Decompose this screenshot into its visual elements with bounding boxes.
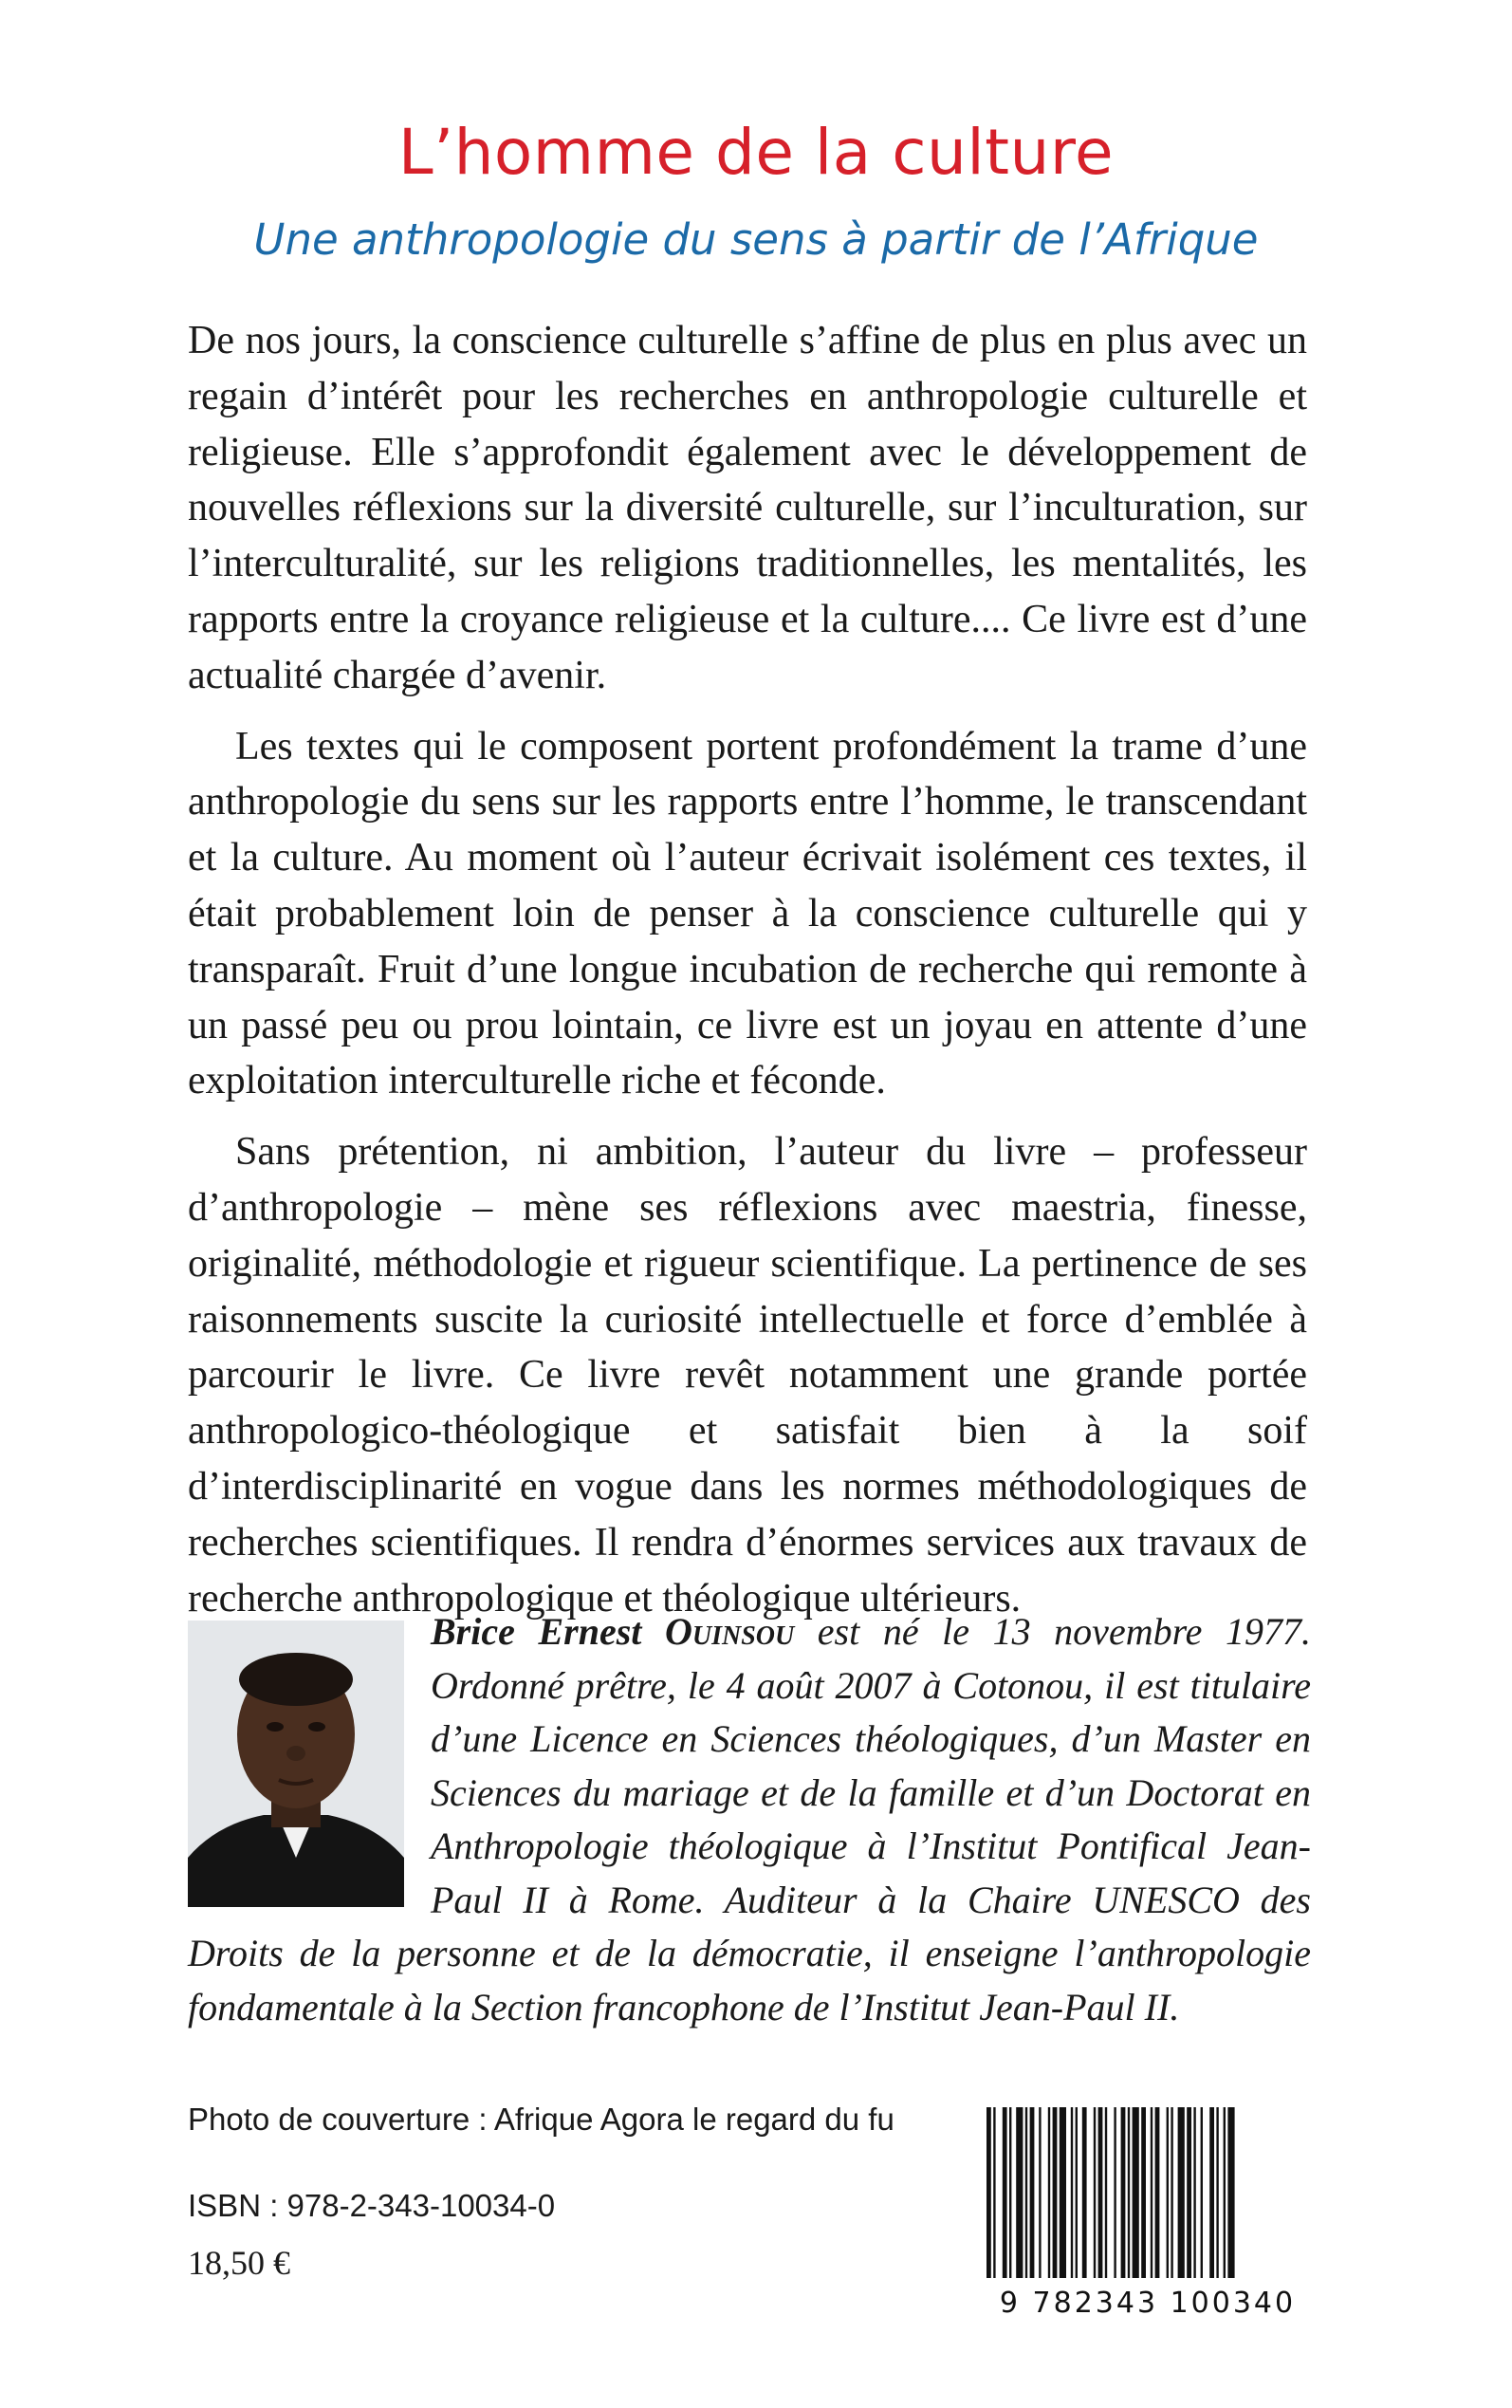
- book-subtitle: Une anthropologie du sens à partir de l’Afrique: [253, 214, 1259, 265]
- barcode-bar: [1003, 2107, 1007, 2278]
- barcode-bar: [1224, 2107, 1226, 2278]
- author-bio-text: est né le 13 novembre 1977. Ordonné prêtre, le 4 août 2007 à Cotonou, il est titulaire d’une Licence en Sciences théologiques, d’un Master en Sciences du mariage et de la famille et d’un Doctorat en Anthropologie théologique à l’Institut Pontifical Jean-Paul II à Rome. Auditeur à la Chaire UNESCO des Droits de la personne et de la démocratie, il enseigne l’anthropologie fondamentale à la Section francophone de l’Institut Jean-Paul II.: [188, 1610, 1311, 2028]
- photo-spacer: [188, 1605, 431, 1920]
- book-title: L’homme de la culture: [397, 116, 1115, 189]
- barcode-bar: [1071, 2107, 1073, 2278]
- barcode-bar: [1121, 2107, 1126, 2278]
- author-first-names: Brice Ernest: [431, 1610, 642, 1653]
- barcode-bar: [1167, 2107, 1169, 2278]
- price: 18,50 €: [188, 2244, 290, 2282]
- barcode-bar: [1009, 2107, 1011, 2278]
- author-bio: [188, 1605, 1311, 2034]
- barcode-bar: [1155, 2107, 1160, 2278]
- barcode-bar: [1209, 2107, 1214, 2278]
- barcode-bar: [1141, 2107, 1146, 2278]
- author-surname: Ouinsou: [664, 1610, 795, 1653]
- barcode-bar: [1171, 2107, 1172, 2278]
- barcode-bar: [1098, 2107, 1103, 2278]
- barcode-bar: [1201, 2107, 1203, 2278]
- barcode-bar: [1048, 2107, 1050, 2278]
- blurb-paragraph: Sans prétention, ni ambition, l’auteur du livre – professeur d’anthropologie – mène ses réflexions avec maestria, finesse, originalité, méthodologie et rigueur scientifique. La pertinence de ses raisonnements suscite la curiosité intellectuelle et force d’emblée à parcourir le livre. Ce livre revêt notamment une grande portée anthropologico-théologique et satisfait bien à la soif d’interdisciplinarité en vogue dans les normes méthodologiques de recherches scientifiques. Il rendra d’énormes services aux travaux de recherche anthropologique et théologique ultérieurs.: [188, 1130, 1307, 1621]
- barcode-bar: [1094, 2107, 1096, 2278]
- barcode-bar: [1193, 2107, 1195, 2278]
- barcode-bar: [1133, 2107, 1139, 2278]
- barcode-bar: [993, 2107, 995, 2278]
- barcode-bar: [1060, 2107, 1066, 2278]
- barcode-bar: [1216, 2107, 1218, 2278]
- barcode-bar: [1076, 2107, 1078, 2278]
- barcode-digits: 9 782343 100340: [999, 2287, 1297, 2320]
- barcode: [969, 2102, 1326, 2320]
- barcode-bar: [1227, 2107, 1234, 2278]
- barcode-bar: [1178, 2107, 1185, 2278]
- barcode-bar: [986, 2107, 991, 2278]
- barcode-bar: [1030, 2107, 1035, 2278]
- barcode-bar: [1151, 2107, 1152, 2278]
- isbn: ISBN : 978-2-343-10034-0: [188, 2188, 556, 2223]
- barcode-bar: [1053, 2107, 1058, 2278]
- barcode-bar: [1025, 2107, 1027, 2278]
- barcode-bar: [1105, 2107, 1107, 2278]
- barcode-bar: [1039, 2107, 1041, 2278]
- barcode-bar: [1016, 2107, 1023, 2278]
- barcode-bar: [1128, 2107, 1130, 2278]
- blurb-paragraph: Les textes qui le composent portent profondément la trame d’une anthropologie du sens sur les rapports entre l’homme, le transcendant et la culture. Au moment où l’auteur écrivait isolément ces textes, il était probablement loin de penser à la conscience culturelle qui y transparaît. Fruit d’une longue incubation de recherche qui remonte à un passé peu ou prou lointain, ce livre est un joyau en attente d’une exploitation interculturelle riche et féconde.: [188, 724, 1307, 1103]
- blurb: [188, 313, 1307, 1641]
- barcode-bar: [1114, 2107, 1116, 2278]
- blurb-paragraph: De nos jours, la conscience culturelle s’affine de plus en plus avec un regain d’intérêt pour les recherches en anthropologie culturelle et religieuse. Elle s’approfondit également avec le développement de nouvelles réflexions sur la diversité culturelle, sur l’inculturation, sur l’interculturalité, sur les religions traditionnelles, les mentalités, les rapports entre la croyance religieuse et la culture.... Ce livre est d’une actualité chargée d’avenir.: [188, 319, 1307, 697]
- photo-credit: Photo de couverture : Afrique Agora le regard du fu: [188, 2102, 894, 2137]
- barcode-bar: [1187, 2107, 1191, 2278]
- barcode-bar: [1082, 2107, 1087, 2278]
